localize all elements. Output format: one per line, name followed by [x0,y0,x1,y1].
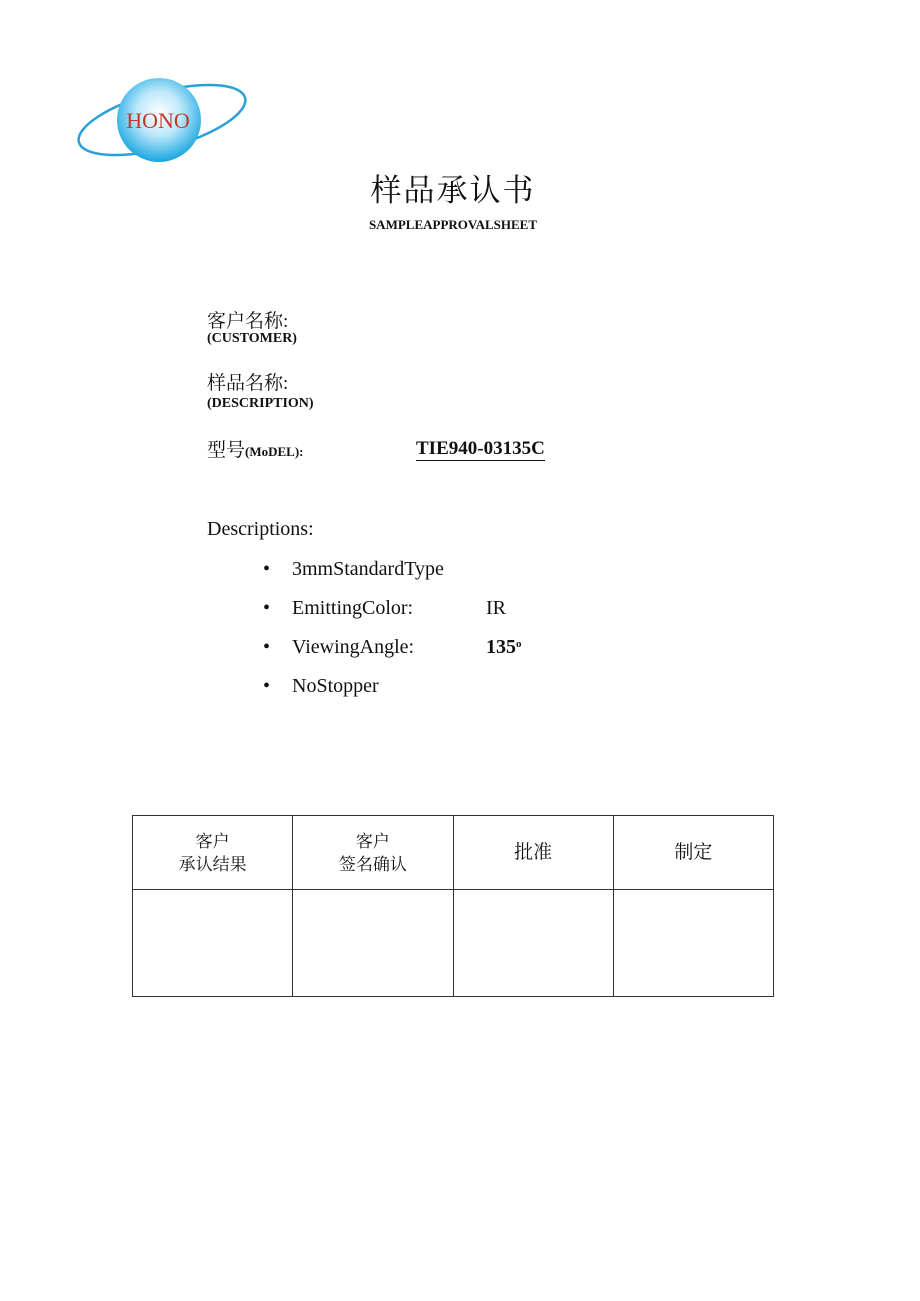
title-chinese: 样品承认书 [370,173,536,208]
model-label-en: (MoDEL): [245,444,304,459]
model-number: TIE940-03135C [416,438,545,459]
description-item [263,558,444,581]
item-label: 3mmStandardType [292,558,444,580]
description-label-en: (DESCRIPTION) [207,396,314,411]
item-label: ViewingAngle: [292,636,415,658]
header-line: 客户 [355,831,390,851]
logo-text: HONO [126,108,190,133]
prepared-by-cell[interactable] [613,890,773,997]
bullet-icon: • [263,636,271,658]
header-line: 承认结果 [178,854,247,874]
degree-unit: o [516,638,522,650]
customer-label-en: (CUSTOMER) [207,331,297,346]
approved-by-cell[interactable] [453,890,613,997]
signoff-table [132,815,774,997]
bullet-icon: • [263,558,271,580]
viewing-angle-value: 135 [486,636,516,658]
item-label: EmittingColor: [292,597,414,619]
item-value: IR [486,597,506,619]
customer-signature-header [293,816,453,890]
description-item [263,636,522,659]
hono-logo [74,72,250,168]
approved-by-header: 批准 [453,816,613,890]
signoff-header-row [133,816,774,890]
description-label-cn: 样品名称: [207,373,289,394]
header-line: 客户 [195,831,230,851]
customer-approval-header [133,816,293,890]
model-label-cn: 型号 [207,440,246,461]
prepared-by-header: 制定 [613,816,773,890]
descriptions-heading: Descriptions: [207,518,314,540]
item-value [486,636,522,659]
item-label: NoStopper [292,675,379,697]
bullet-icon: • [263,597,271,619]
customer-signature-cell[interactable] [293,890,453,997]
header-line: 签名确认 [338,854,407,874]
model-label [207,435,304,462]
bullet-icon: • [263,675,271,697]
description-item [263,675,379,698]
customer-approval-cell[interactable] [133,890,293,997]
signoff-entry-row [133,890,774,997]
customer-label-cn: 客户名称: [207,311,289,332]
description-item [263,597,506,620]
title-english: SAMPLEAPPROVALSHEET [368,217,538,232]
